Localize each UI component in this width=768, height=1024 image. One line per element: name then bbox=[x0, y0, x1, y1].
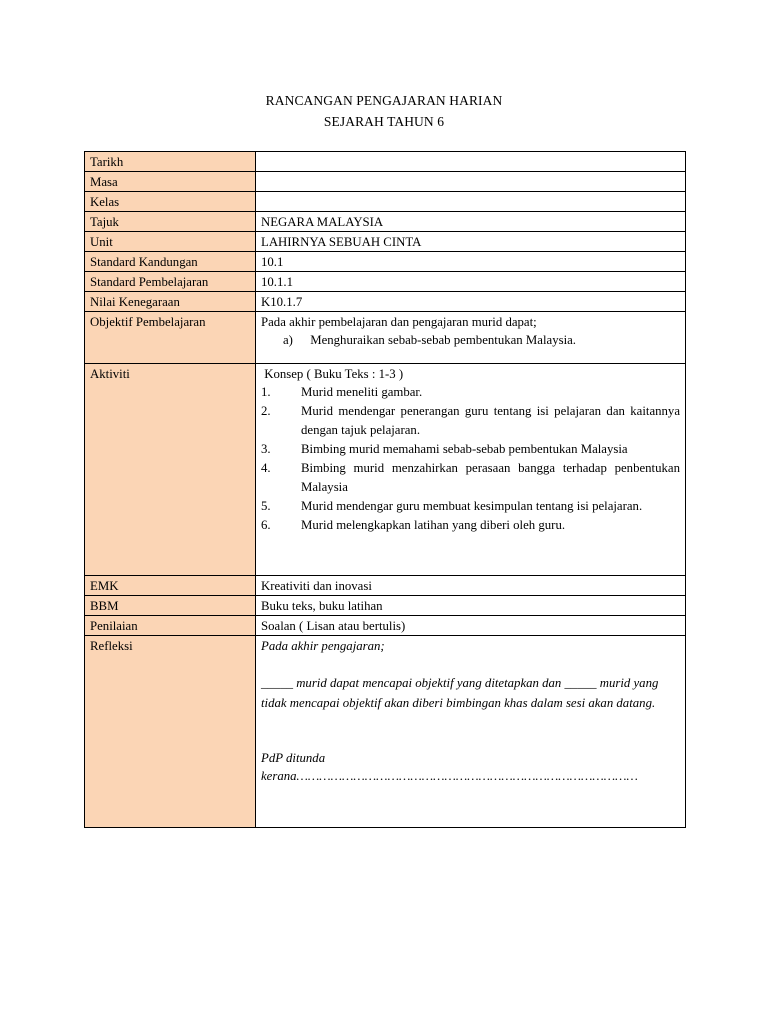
list-item bbox=[261, 516, 680, 535]
row-standard-pembelajaran bbox=[85, 272, 686, 292]
row-nilai-kenegaraan bbox=[85, 292, 686, 312]
list-item-num: 6. bbox=[261, 518, 271, 532]
label-kelas: Kelas bbox=[85, 192, 256, 212]
list-item-num: 5. bbox=[261, 499, 271, 513]
refleksi-line-1: Pada akhir pengajaran; bbox=[261, 639, 385, 653]
value-kelas bbox=[256, 192, 686, 212]
row-tajuk bbox=[85, 212, 686, 232]
value-bbm: Buku teks, buku latihan bbox=[256, 596, 686, 616]
row-penilaian bbox=[85, 616, 686, 636]
label-unit: Unit bbox=[85, 232, 256, 252]
aktiviti-intro: Konsep ( Buku Teks : 1-3 ) bbox=[261, 367, 404, 381]
value-nilai-kenegaraan: K10.1.7 bbox=[256, 292, 686, 312]
refleksi-line-3: PdP ditunda bbox=[261, 751, 326, 765]
label-nilai-kenegaraan: Nilai Kenegaraan bbox=[85, 292, 256, 312]
label-bbm: BBM bbox=[85, 596, 256, 616]
value-unit: LAHIRNYA SEBUAH CINTA bbox=[256, 232, 686, 252]
refleksi-line-4: kerana……………………………………………………………………………… bbox=[261, 769, 638, 783]
objektif-intro: Pada akhir pembelajaran dan pengajaran murid dapat; bbox=[261, 315, 537, 329]
label-refleksi: Refleksi bbox=[85, 636, 256, 828]
list-item-num: 1. bbox=[261, 385, 271, 399]
label-objektif: Objektif Pembelajaran bbox=[85, 312, 256, 364]
list-item-num: 4. bbox=[261, 461, 271, 475]
value-aktiviti bbox=[256, 364, 686, 576]
row-kelas bbox=[85, 192, 686, 212]
list-item-text: Murid melengkapkan latihan yang diberi oleh guru. bbox=[301, 518, 566, 532]
row-emk bbox=[85, 576, 686, 596]
list-item bbox=[261, 402, 680, 440]
label-masa: Masa bbox=[85, 172, 256, 192]
row-objektif bbox=[85, 312, 686, 364]
label-aktiviti: Aktiviti bbox=[85, 364, 256, 576]
list-item-num: 2. bbox=[261, 404, 271, 418]
value-objektif bbox=[256, 312, 686, 364]
row-refleksi bbox=[85, 636, 686, 828]
label-tajuk: Tajuk bbox=[85, 212, 256, 232]
list-item bbox=[261, 440, 680, 459]
row-aktiviti bbox=[85, 364, 686, 576]
label-emk: EMK bbox=[85, 576, 256, 596]
list-item-text: Murid meneliti gambar. bbox=[301, 385, 423, 399]
label-standard-kandungan: Standard Kandungan bbox=[85, 252, 256, 272]
objektif-item bbox=[261, 331, 680, 349]
value-standard-pembelajaran: 10.1.1 bbox=[256, 272, 686, 292]
list-item bbox=[261, 459, 680, 497]
list-item-text: Murid mendengar penerangan guru tentang isi pelajaran dan kaitannya dengan tajuk pelajaran. bbox=[301, 404, 680, 437]
value-masa bbox=[256, 172, 686, 192]
row-standard-kandungan bbox=[85, 252, 686, 272]
list-item bbox=[261, 497, 680, 516]
objektif-item-num: a) bbox=[283, 333, 293, 347]
list-item-num: 3. bbox=[261, 442, 271, 456]
label-standard-pembelajaran: Standard Pembelajaran bbox=[85, 272, 256, 292]
row-tarikh bbox=[85, 152, 686, 172]
row-unit bbox=[85, 232, 686, 252]
objektif-item-text: Menghuraikan sebab-sebab pembentukan Malaysia. bbox=[310, 333, 577, 347]
list-item-text: Murid mendengar guru membuat kesimpulan tentang isi pelajaran. bbox=[301, 499, 643, 513]
value-emk: Kreativiti dan inovasi bbox=[256, 576, 686, 596]
page-subtitle: SEJARAH TAHUN 6 bbox=[323, 114, 445, 129]
row-bbm bbox=[85, 596, 686, 616]
value-tajuk: NEGARA MALAYSIA bbox=[256, 212, 686, 232]
label-penilaian: Penilaian bbox=[85, 616, 256, 636]
page-title: RANCANGAN PENGAJARAN HARIAN bbox=[265, 93, 503, 108]
lesson-plan-table bbox=[84, 151, 686, 828]
list-item bbox=[261, 383, 680, 402]
aktiviti-list bbox=[261, 383, 680, 535]
row-masa bbox=[85, 172, 686, 192]
value-standard-kandungan: 10.1 bbox=[256, 252, 686, 272]
refleksi-line-2: _____ murid dapat mencapai objektif yang ditetapkan dan _____ murid yang tidak mencapai objektif akan diberi bimbingan khas dalam sesi akan datang. bbox=[261, 676, 659, 710]
value-refleksi bbox=[256, 636, 686, 828]
list-item-text: Bimbing murid memahami sebab-sebab pembentukan Malaysia bbox=[301, 442, 628, 456]
value-penilaian: Soalan ( Lisan atau bertulis) bbox=[256, 616, 686, 636]
list-item-text: Bimbing murid menzahirkan perasaan bangga terhadap penbentukan Malaysia bbox=[301, 461, 680, 494]
label-tarikh: Tarikh bbox=[85, 152, 256, 172]
value-tarikh bbox=[256, 152, 686, 172]
